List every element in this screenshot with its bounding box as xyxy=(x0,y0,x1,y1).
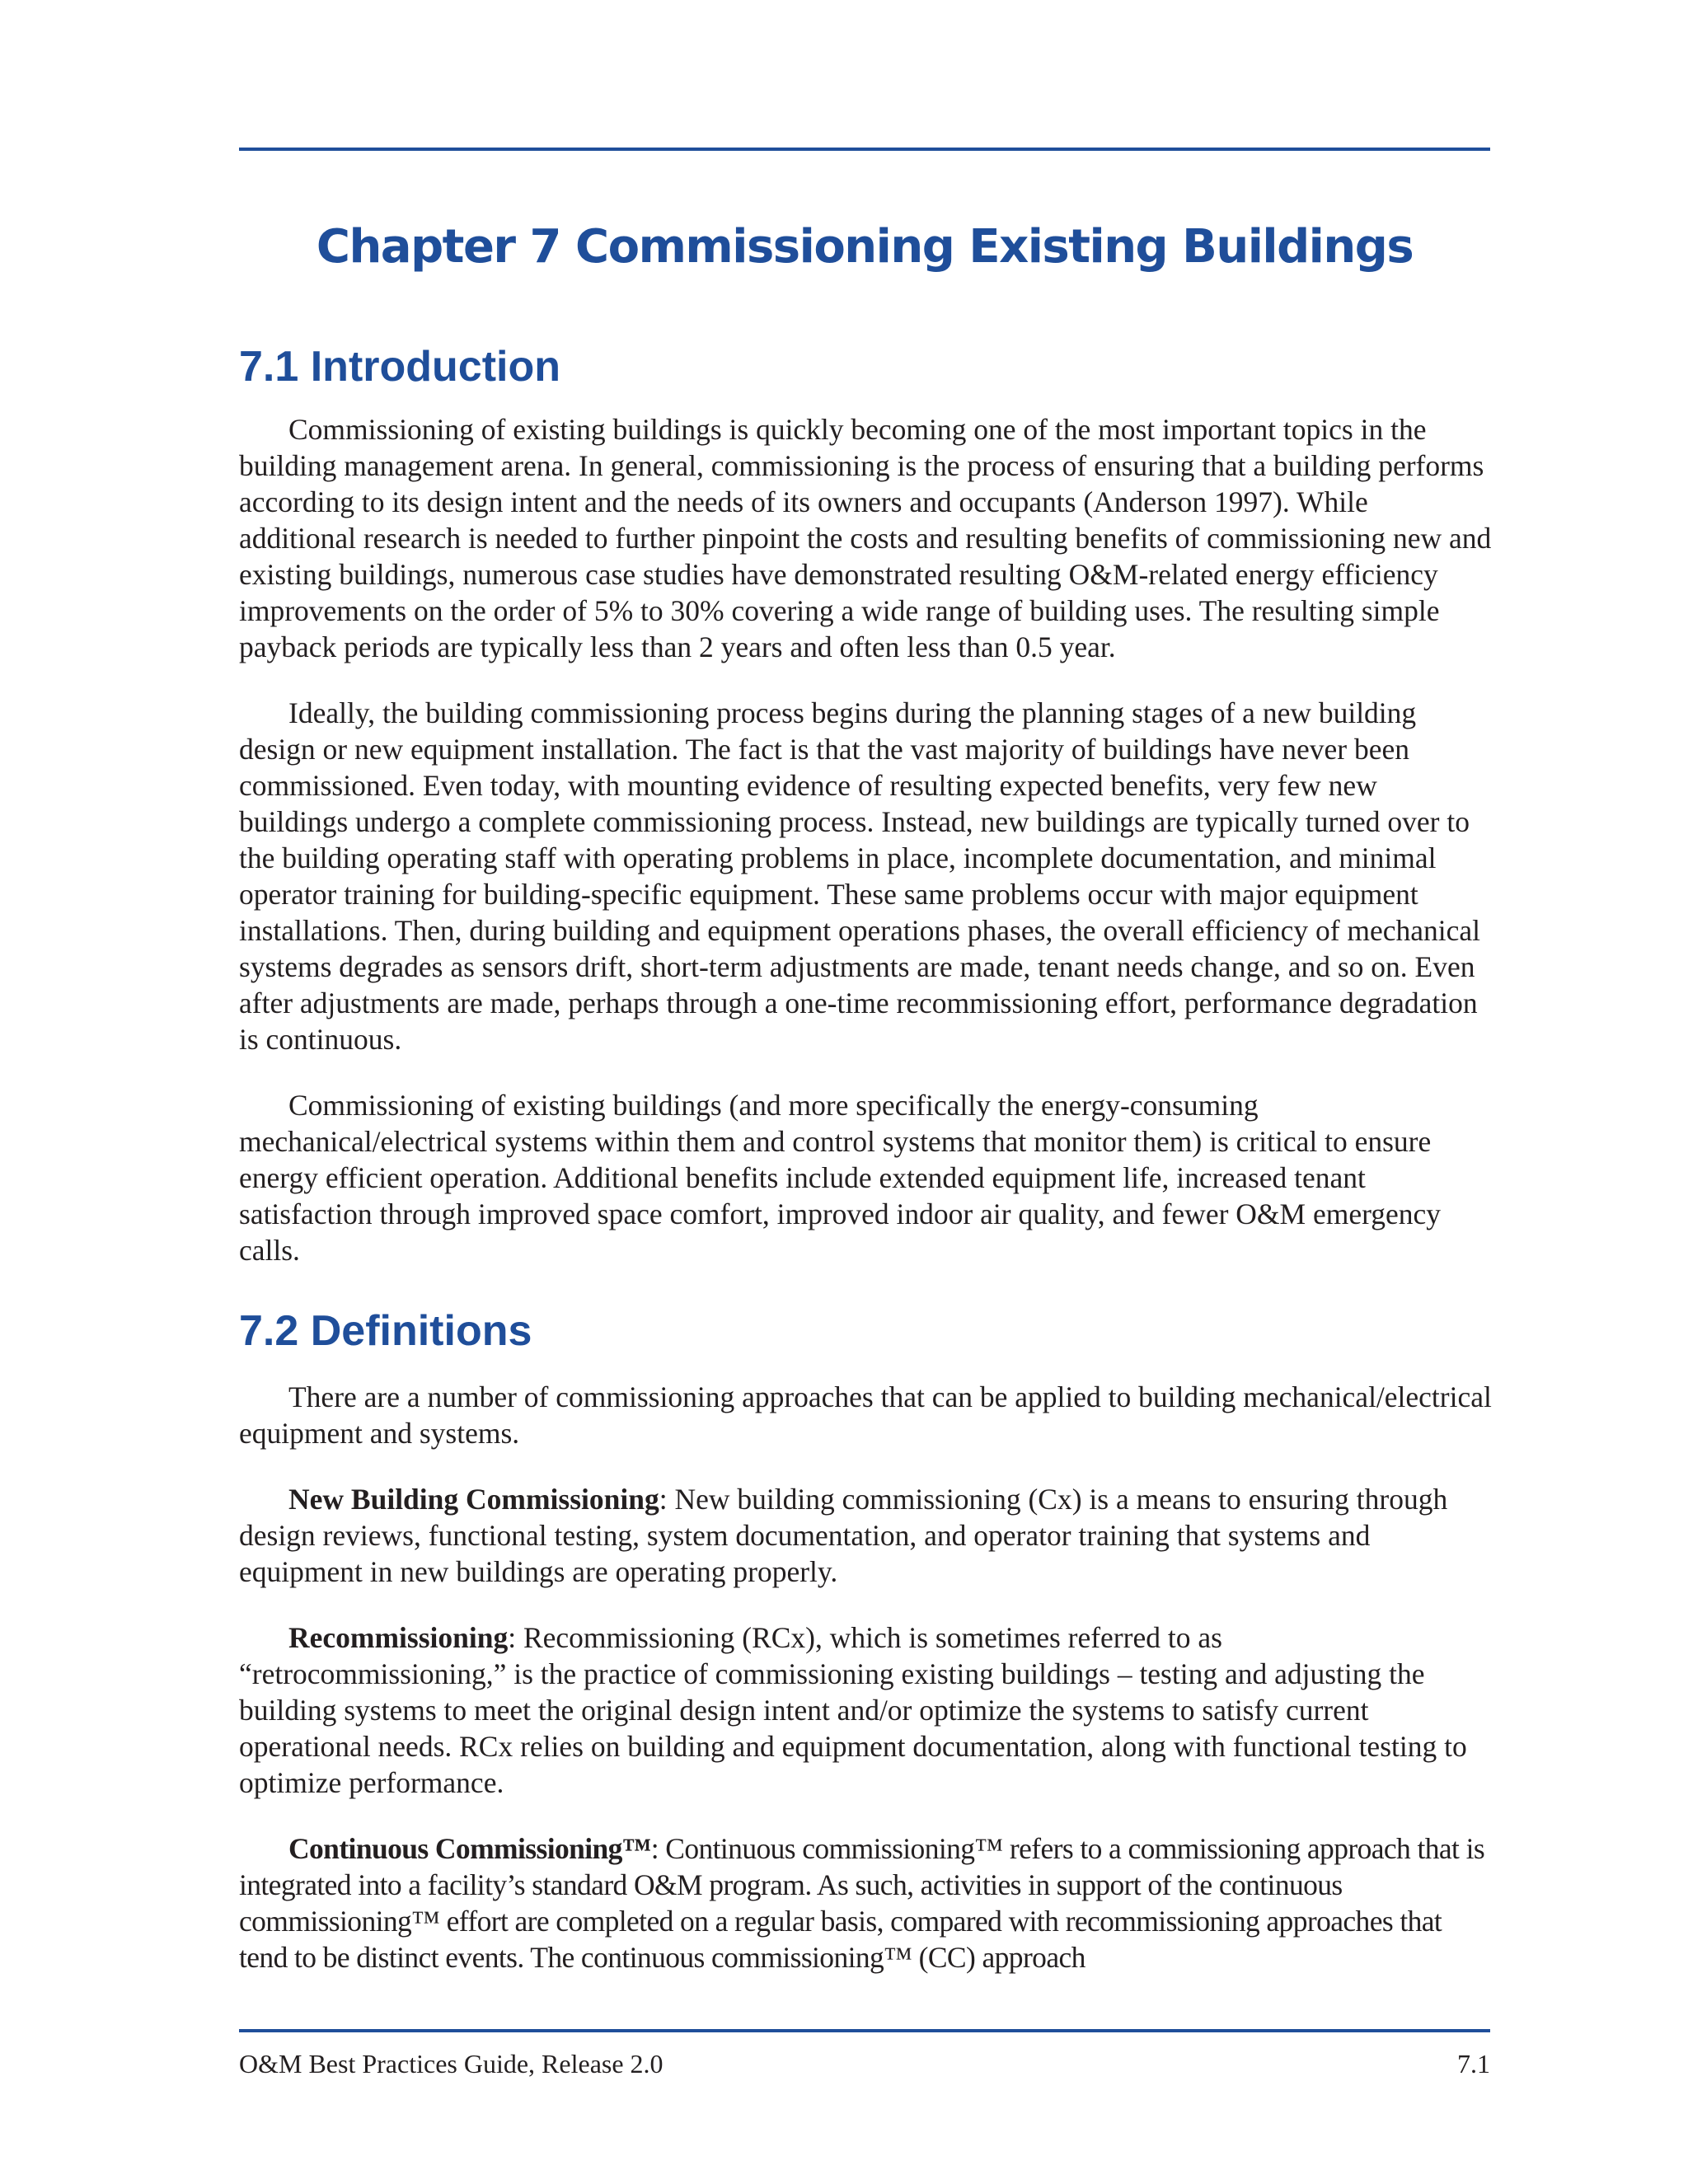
intro-paragraph-3: Commissioning of existing buildings (and more specifically the energy-consuming mechanical/electrical systems within them and control systems that monitor them) is critical to ensure energy efficient operation. Additional benefits include extended equipment life, increased tenant satisfaction through improved space comfort, improved indoor air quality, and fewer O&M emergency calls. xyxy=(239,1089,1442,1267)
intro-paragraph-1: Commissioning of existing buildings is quickly becoming one of the most important topics in the building management arena. In general, commissioning is the process of ensuring that a building performs according to its design intent and the needs of its owners and occupants (Anderson 1997). While additional research is needed to further pinpoint the costs and resulting benefits of commissioning new and existing buildings, numerous case studies have demonstrated resulting O&M-related energy efficiency improvements on the order of 5% to 30% covering a wide range of building uses. The resulting simple payback periods are typically less than 2 years and often less than 0.5 year. xyxy=(239,413,1492,663)
definition-term: Recommissioning xyxy=(288,1621,509,1654)
page-body xyxy=(239,334,1492,2005)
page-number: 7.1 xyxy=(1457,2049,1490,2079)
definitions-intro-paragraph: There are a number of commissioning approaches that can be applied to building mechanical/electrical equipment and systems. xyxy=(239,1380,1492,1450)
definition-text: : Continuous commissioning™ refers to a commissioning approach that is integrated into a facility’s standard O&M program. As such, activities in support of the continuous commissioning™ effort are completed on a regular basis, compared with recommissioning approaches that tend to be distinct events. The continuous commissioning™ (CC) approach xyxy=(239,1832,1485,1974)
definition-recommissioning xyxy=(239,1619,1492,1801)
footer-rule xyxy=(239,2029,1490,2032)
definition-term: New Building Commissioning xyxy=(288,1483,659,1516)
definition-continuous-commissioning xyxy=(239,1830,1492,1975)
chapter-title: Chapter 7 Commissioning Existing Buildings xyxy=(316,220,1414,274)
section-heading-definitions: 7.2 Definitions xyxy=(239,1307,532,1355)
definition-new-building-commissioning xyxy=(239,1481,1492,1590)
definition-text: : Recommissioning (RCx), which is sometimes referred to as “retrocommissioning,” is the practice of commissioning existing buildings – testing and adjusting the building systems to meet the original design intent and/or optimize the systems to satisfy current operational needs. RCx relies on building and equipment documentation, along with functional testing to optimize performance. xyxy=(239,1621,1467,1799)
intro-paragraph-2: Ideally, the building commissioning process begins during the planning stages of a new building design or new equipment installation. The fact is that the vast majority of buildings have never been commissioned. Even today, with mounting evidence of resulting expected benefits, very few new buildings undergo a complete commissioning process. Instead, new buildings are typically turned over to the building operating staff with operating problems in place, incomplete documentation, and minimal operator training for building-specific equipment. These same problems occur with major equipment installations. Then, during building and equipment operations phases, the overall efficiency of mechanical systems degrades as sensors drift, short-term adjustments are made, tenant needs change, and so on. Even after adjustments are made, perhaps through a one-time recommissioning effort, performance degradation is continuous. xyxy=(239,696,1481,1056)
definition-text: : New building commissioning (Cx) is a means to ensuring through design reviews, functional testing, system documentation, and operator training that systems and equipment in new buildings are operating properly. xyxy=(239,1483,1448,1588)
section-heading-introduction: 7.1 Introduction xyxy=(239,343,560,391)
footer-publication-title: O&M Best Practices Guide, Release 2.0 xyxy=(239,2049,663,2079)
header-rule xyxy=(239,148,1490,151)
definition-term: Continuous Commissioning™ xyxy=(288,1832,651,1865)
